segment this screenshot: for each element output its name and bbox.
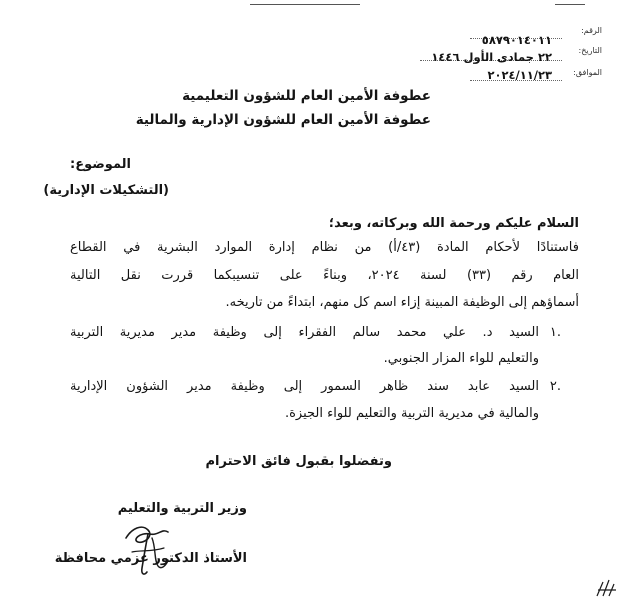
subject-value: (التشكيلات الإدارية) (43, 183, 169, 198)
stamp-remnant (594, 576, 620, 598)
addressee-education: عطوفة الأمين العام للشؤون التعليمية (182, 88, 431, 104)
body-line-1: فاستنادًا لأحكام المادة (٤٣/أ) من نظام إدارة الموارد البشرية في القطاع (70, 240, 579, 255)
item-2-line-1: السيد عابد سند ظاهر السمور إلى وظيفة مدير الشؤون الإدارية (70, 379, 539, 394)
item-1-line-1: السيد د. علي محمد سالم الفقراء إلى وظيفة مدير مديرية التربية (70, 325, 539, 340)
header-crop-line (250, 0, 360, 5)
date-label: التاريخ: (578, 46, 602, 55)
item-1-line-2: والتعليم للواء المزار الجنوبي. (383, 351, 539, 366)
item-2-number: ٢. (549, 379, 561, 394)
signatory-name: الأستاذ الدكتور عزمي محافظة (54, 551, 247, 566)
closing-line: وتفضلوا بقبول فائق الاحترام (205, 454, 392, 469)
number-label: الرقم: (581, 26, 602, 35)
addressee-administrative: عطوفة الأمين العام للشؤون الإدارية والمالية (135, 112, 431, 128)
gregorian-date: ٢٠٢٤/١١/٢٣ (487, 68, 552, 82)
body-line-2: العام رقم (٣٣) لسنة ٢٠٢٤، وبناءً على تنسيبكما قررت نقل التالية (70, 268, 579, 283)
corresponds-label: الموافق: (573, 68, 602, 77)
handwritten-signature (118, 508, 178, 580)
item-1-number: ١. (549, 325, 561, 340)
subject-label: الموضوع: (70, 157, 131, 172)
hijri-date: ٢٢ جمادى الأول ١٤٤٦ (431, 50, 552, 64)
greeting: السلام عليكم ورحمة الله وبركاته، وبعد؛ (328, 216, 579, 231)
header-crop-mark (555, 0, 585, 5)
signatory-title: وزير التربية والتعليم (117, 501, 247, 516)
item-2-line-2: والمالية في مديرية التربية والتعليم للواء الجيزة. (284, 406, 539, 421)
body-line-3: أسماؤهم إلى الوظيفة المبينة إزاء اسم كل منهم، ابتداءً من تاريخه. (225, 295, 579, 310)
reference-number: ٥٨٧٩٠١٤٠١١ (481, 33, 552, 47)
